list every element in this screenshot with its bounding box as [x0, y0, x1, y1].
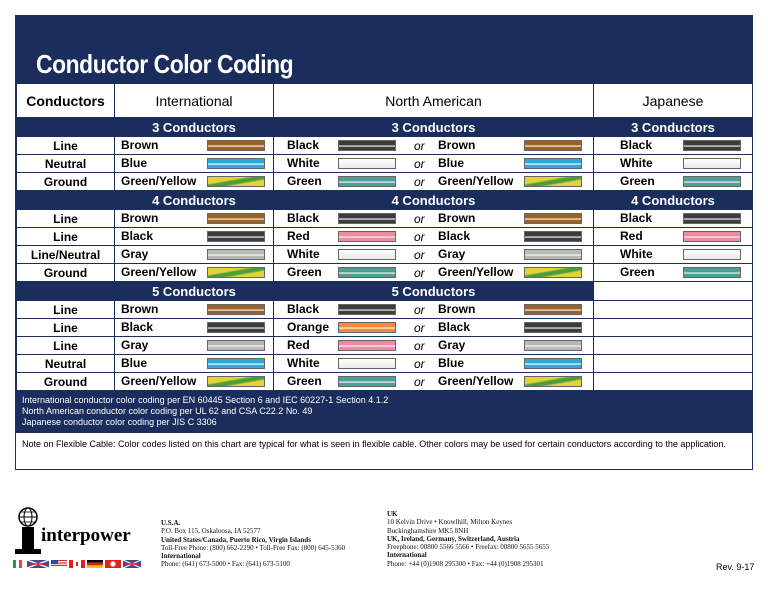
north-american-cell: [274, 264, 594, 282]
uk-contact: [387, 510, 549, 568]
header-conductors: Conductors: [17, 84, 115, 118]
japanese-cell: [594, 137, 753, 155]
usa-contact-line: P.O. Box 115, Oskaloosa, IA 52577: [161, 527, 261, 536]
color-name: Green/Yellow: [121, 265, 197, 279]
conductor-name: Neutral: [17, 155, 115, 173]
or-label: or: [414, 175, 425, 189]
color-swatch: [683, 249, 741, 260]
japanese-color: [594, 173, 752, 190]
or-label: or: [414, 212, 425, 226]
color-swatch: [683, 231, 741, 242]
conductor-name: Line: [17, 301, 115, 319]
color-swatch: [207, 176, 265, 187]
uk-heading: UK: [387, 510, 398, 518]
color-name: Green: [287, 174, 322, 188]
color-swatch: [683, 158, 741, 169]
international-color: [115, 173, 273, 190]
table-row: [17, 337, 753, 355]
japanese-cell: [594, 355, 753, 373]
color-swatch: [683, 140, 741, 151]
north-american-colors: [274, 301, 593, 318]
section-header-row: [17, 191, 753, 210]
section-label-japanese: [594, 282, 753, 301]
color-swatch: [524, 376, 582, 387]
color-name: Green: [287, 374, 322, 388]
international-cell: [115, 137, 274, 155]
color-name: Red: [287, 338, 310, 352]
international-color: [115, 137, 273, 154]
north-american-cell: [274, 173, 594, 191]
table-row: [17, 373, 753, 391]
section-label-international: 3 Conductors: [115, 118, 274, 137]
north-american-cell: [274, 210, 594, 228]
color-swatch: [207, 376, 265, 387]
table-row: [17, 228, 753, 246]
international-cell: [115, 228, 274, 246]
color-swatch: [338, 176, 396, 187]
or-label: or: [414, 321, 425, 335]
or-label: or: [414, 230, 425, 244]
section-spacer: [17, 118, 115, 137]
color-name: Green: [620, 174, 655, 188]
color-swatch: [338, 267, 396, 278]
international-color: [115, 373, 273, 390]
color-name: Blue: [121, 356, 148, 370]
international-cell: [115, 155, 274, 173]
table-row: [17, 137, 753, 155]
japanese-color: [594, 246, 752, 263]
or-label: or: [414, 266, 425, 280]
table-row: [17, 210, 753, 228]
color-name: Black: [620, 138, 653, 152]
note-japanese: Japanese conductor color coding per JIS C 3306: [22, 417, 217, 427]
table-row: [17, 264, 753, 282]
color-swatch: [207, 358, 265, 369]
north-american-cell: [274, 337, 594, 355]
color-name: White: [287, 156, 320, 170]
international-cell: [115, 246, 274, 264]
color-coding-chart: [15, 15, 753, 470]
north-american-cell: [274, 319, 594, 337]
color-name: Brown: [121, 302, 159, 316]
international-color: [115, 155, 273, 172]
table-row: [17, 155, 753, 173]
international-cell: [115, 337, 274, 355]
color-swatch: [683, 213, 741, 224]
international-cell: [115, 319, 274, 337]
color-swatch: [524, 249, 582, 260]
usa-contact: [161, 519, 345, 569]
section-spacer: [17, 191, 115, 210]
japanese-cell: [594, 210, 753, 228]
table-row: [17, 246, 753, 264]
color-swatch: [524, 304, 582, 315]
color-name: Blue: [438, 156, 465, 170]
color-name: Blue: [121, 156, 148, 170]
or-label: or: [414, 357, 425, 371]
color-coding-table: [16, 83, 753, 391]
section-label-japanese: 4 Conductors: [594, 191, 753, 210]
conductor-name: Ground: [17, 264, 115, 282]
section-spacer: [17, 282, 115, 301]
international-cell: [115, 355, 274, 373]
north-american-colors: [274, 137, 593, 154]
conductor-name: Line: [17, 137, 115, 155]
north-american-colors: [274, 319, 593, 336]
header-row: [17, 84, 753, 118]
color-swatch: [207, 231, 265, 242]
international-cell: [115, 264, 274, 282]
color-name: Black: [121, 229, 154, 243]
color-swatch: [524, 358, 582, 369]
color-name: Gray: [438, 338, 466, 352]
color-name: Red: [287, 229, 310, 243]
color-name: Brown: [438, 138, 476, 152]
flexible-cable-note: Note on Flexible Cable: Color codes listed on this chart are typical for what is seen in flexible cable. Other colors may be used for certain conductors according to the application.: [22, 439, 726, 449]
uk-contact-line: UK, Ireland, Germany, Switzerland, Austria: [387, 534, 520, 543]
color-swatch: [338, 304, 396, 315]
color-name: Black: [287, 302, 320, 316]
japanese-color: [594, 210, 752, 227]
international-cell: [115, 210, 274, 228]
japanese-cell: [594, 319, 753, 337]
conductor-name: Line: [17, 337, 115, 355]
north-american-colors: [274, 246, 593, 263]
standards-notes: [16, 390, 752, 433]
usa-contact-line: United States/Canada, Puerto Rico, Virgin Islands: [161, 535, 311, 544]
north-american-colors: [274, 173, 593, 190]
interpower-logo: [13, 507, 148, 569]
color-swatch: [683, 176, 741, 187]
color-name: Black: [121, 320, 154, 334]
color-swatch: [524, 213, 582, 224]
north-american-colors: [274, 155, 593, 172]
color-name: Green/Yellow: [438, 174, 514, 188]
color-swatch: [207, 249, 265, 260]
color-swatch: [207, 158, 265, 169]
color-name: Black: [287, 138, 320, 152]
color-name: Blue: [438, 356, 465, 370]
color-swatch: [524, 158, 582, 169]
section-header-row: [17, 282, 753, 301]
north-american-colors: [274, 228, 593, 245]
japanese-cell: [594, 155, 753, 173]
north-american-cell: [274, 355, 594, 373]
globe-icon: [13, 507, 43, 555]
or-label: or: [414, 248, 425, 262]
color-swatch: [524, 176, 582, 187]
flags-icon: [13, 559, 148, 569]
japanese-cell: [594, 337, 753, 355]
north-american-cell: [274, 373, 594, 391]
section-label-north-american: 3 Conductors: [274, 118, 594, 137]
usa-contact-line: Toll-Free Phone: (800) 662-2290 • Toll-Free Fax: (800) 645-5360: [161, 543, 346, 552]
north-american-cell: [274, 228, 594, 246]
table-row: [17, 355, 753, 373]
japanese-color: [594, 155, 752, 172]
color-name: Brown: [121, 138, 159, 152]
or-label: or: [414, 139, 425, 153]
north-american-cell: [274, 301, 594, 319]
color-name: Green/Yellow: [438, 374, 514, 388]
international-color: [115, 355, 273, 372]
header-north-american: North American: [274, 84, 594, 118]
color-name: Green: [620, 265, 655, 279]
color-swatch: [207, 322, 265, 333]
section-label-international: 4 Conductors: [115, 191, 274, 210]
color-name: Black: [438, 320, 471, 334]
color-swatch: [338, 158, 396, 169]
color-name: White: [620, 247, 653, 261]
or-label: or: [414, 157, 425, 171]
japanese-color: [594, 264, 752, 281]
japanese-color: [594, 137, 752, 154]
or-label: or: [414, 339, 425, 353]
color-swatch: [524, 231, 582, 242]
japanese-cell: [594, 246, 753, 264]
japanese-color: [594, 228, 752, 245]
color-name: Green/Yellow: [121, 374, 197, 388]
color-swatch: [683, 267, 741, 278]
north-american-colors: [274, 355, 593, 372]
section-label-north-american: 5 Conductors: [274, 282, 594, 301]
uk-contact-line: Phone: +44 (0)1908 295300 • Fax: +44 (0)1908 295301: [387, 559, 544, 568]
color-swatch: [338, 322, 396, 333]
color-name: Gray: [121, 247, 149, 261]
international-cell: [115, 373, 274, 391]
conductor-name: Neutral: [17, 355, 115, 373]
section-label-japanese: 3 Conductors: [594, 118, 753, 137]
color-swatch: [338, 140, 396, 151]
international-color: [115, 301, 273, 318]
color-swatch: [338, 249, 396, 260]
international-color: [115, 337, 273, 354]
color-swatch: [207, 140, 265, 151]
title-bar: [16, 16, 752, 83]
japanese-cell: [594, 301, 753, 319]
section-label-north-american: 4 Conductors: [274, 191, 594, 210]
color-name: Black: [438, 229, 471, 243]
color-name: Gray: [121, 338, 149, 352]
section-header-row: [17, 118, 753, 137]
color-swatch: [207, 340, 265, 351]
color-name: Green: [287, 265, 322, 279]
conductor-name: Ground: [17, 173, 115, 191]
table-row: [17, 173, 753, 191]
north-american-colors: [274, 210, 593, 227]
color-name: Brown: [438, 211, 476, 225]
north-american-cell: [274, 246, 594, 264]
note-international: International conductor color coding per EN 60445 Section 6 and IEC 60227-1 Section 4.1.2: [22, 395, 389, 405]
conductor-name: Line: [17, 210, 115, 228]
north-american-colors: [274, 337, 593, 354]
color-swatch: [524, 340, 582, 351]
color-name: White: [287, 356, 320, 370]
color-name: Orange: [287, 320, 330, 334]
color-name: Gray: [438, 247, 466, 261]
conductor-name: Ground: [17, 373, 115, 391]
color-name: Brown: [121, 211, 159, 225]
international-cell: [115, 301, 274, 319]
page-title: Conductor Color Coding: [36, 49, 294, 79]
color-name: Black: [287, 211, 320, 225]
usa-contact-line: International: [161, 552, 201, 561]
color-name: White: [287, 247, 320, 261]
international-color: [115, 319, 273, 336]
header-international: International: [115, 84, 274, 118]
color-name: Brown: [438, 302, 476, 316]
international-color: [115, 246, 273, 263]
conductor-name: Line/Neutral: [17, 246, 115, 264]
or-label: or: [414, 375, 425, 389]
international-cell: [115, 173, 274, 191]
section-label-international: 5 Conductors: [115, 282, 274, 301]
uk-contact-line: International: [387, 551, 427, 560]
uk-contact-line: 10 Kelvin Drive • Knowlhill, Milton Keynes: [387, 518, 513, 527]
color-name: Green/Yellow: [121, 174, 197, 188]
table-row: [17, 301, 753, 319]
international-color: [115, 210, 273, 227]
note-north-american: North American conductor color coding per UL 62 and CSA C22.2 No. 49: [22, 406, 313, 416]
conductor-name: Line: [17, 319, 115, 337]
color-name: Red: [620, 229, 643, 243]
color-swatch: [524, 140, 582, 151]
color-swatch: [207, 267, 265, 278]
color-name: White: [620, 156, 653, 170]
japanese-cell: [594, 228, 753, 246]
usa-contact-line: Phone: (641) 673-5000 • Fax: (641) 673-5100: [161, 560, 290, 569]
color-swatch: [338, 231, 396, 242]
japanese-cell: [594, 373, 753, 391]
north-american-cell: [274, 137, 594, 155]
color-swatch: [338, 376, 396, 387]
color-swatch: [524, 267, 582, 278]
color-swatch: [524, 322, 582, 333]
logo-wordmark: interpower: [41, 525, 131, 546]
international-color: [115, 264, 273, 281]
uk-contact-line: Freephone: 00800 5566 5566 • Freefax: 00800 5655 5655: [387, 543, 550, 552]
color-swatch: [338, 358, 396, 369]
color-swatch: [207, 213, 265, 224]
revision-label: Rev. 9-17: [716, 562, 755, 572]
japanese-cell: [594, 173, 753, 191]
color-name: Black: [620, 211, 653, 225]
north-american-cell: [274, 155, 594, 173]
or-label: or: [414, 303, 425, 317]
table-row: [17, 319, 753, 337]
international-color: [115, 228, 273, 245]
color-swatch: [338, 213, 396, 224]
north-american-colors: [274, 264, 593, 281]
north-american-colors: [274, 373, 593, 390]
color-swatch: [207, 304, 265, 315]
uk-contact-line: Buckinghamshire MK5 8NH: [387, 526, 469, 535]
usa-heading: U.S.A.: [161, 519, 181, 527]
color-swatch: [338, 340, 396, 351]
color-name: Green/Yellow: [438, 265, 514, 279]
header-japanese: Japanese: [594, 84, 753, 118]
japanese-cell: [594, 264, 753, 282]
conductor-name: Line: [17, 228, 115, 246]
